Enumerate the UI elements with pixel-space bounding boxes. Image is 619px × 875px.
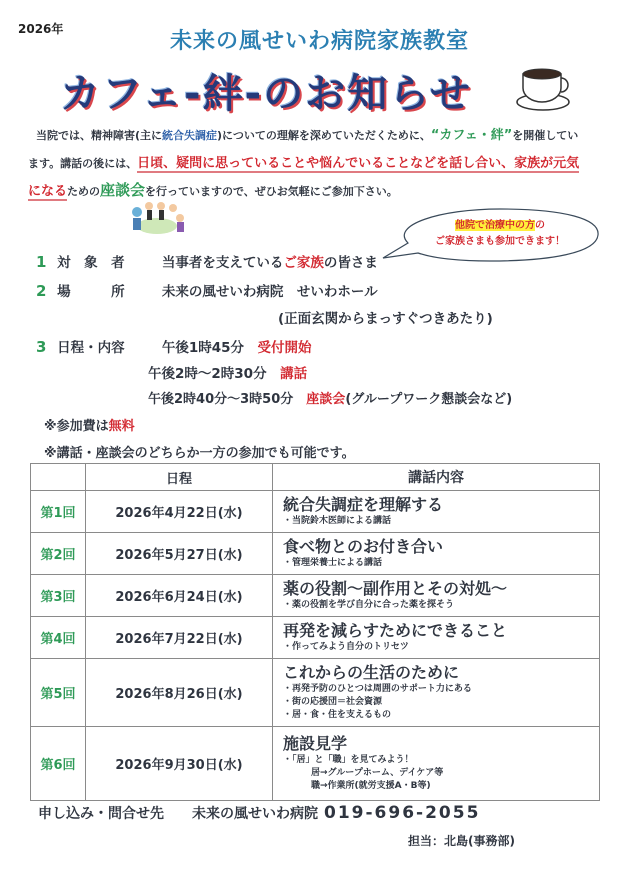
text: 未来の風せいわ病院 せいわホール (161, 284, 378, 300)
event: 受付開始 (257, 340, 312, 356)
text: になる (28, 184, 68, 199)
schedule-line (148, 362, 307, 382)
item-schedule (36, 336, 312, 356)
session-number: 第6回 (31, 727, 86, 801)
item-number: 3 (36, 338, 47, 356)
footer-contact (38, 803, 480, 823)
text: ※参加費は (44, 419, 109, 434)
item-place (36, 280, 378, 300)
session-content (273, 617, 600, 659)
item-label: 場 所 (57, 284, 125, 300)
session-number: 第3回 (31, 575, 86, 617)
session-date: 2026年9月30日(水) (86, 727, 273, 801)
row-detail: 居→グループホーム、デイケア等 (311, 768, 444, 778)
row-detail: ・居・食・住を支えるもの (283, 710, 392, 720)
text: 日頃、疑問に思っていることや悩んでいることなどを話し合い、家族が元気 (137, 156, 580, 171)
session-number: 第2回 (31, 533, 86, 575)
session-date: 2026年5月27日(水) (86, 533, 273, 575)
session-title: 薬の役割～副作用とその対処～ (283, 579, 508, 598)
row-detail: 職→作業所(就労支援A・B等) (311, 781, 431, 791)
table-row (31, 659, 600, 727)
header-cell: 講話内容 (273, 464, 600, 491)
row-detail: ・管理栄養士による講話 (283, 558, 383, 568)
item-target (36, 251, 378, 271)
session-title: 食べ物とのお付き合い (283, 537, 444, 556)
table-row (31, 575, 600, 617)
session-title: 統合失調症を理解する (283, 495, 444, 514)
text: ご家族 (283, 255, 324, 271)
text: ご家族さまも参加できます！ (435, 236, 565, 247)
row-detail: ・「居」と「職」を見てみよう！ (283, 755, 414, 765)
bubble-text (405, 218, 595, 250)
table-row (31, 491, 600, 533)
text: 未来の風せいわ病院 (192, 806, 318, 822)
text: の (535, 220, 545, 231)
page-title: カフェ-絆-のお知らせ (60, 71, 473, 117)
item-label: 対 象 者 (57, 255, 125, 271)
text: 統合失調症 (162, 129, 218, 142)
event: 座談会 (306, 392, 346, 407)
session-content (273, 575, 600, 617)
text: 他院で治療中の方 (455, 220, 535, 231)
fee-note (44, 415, 135, 434)
header-cell: 日程 (86, 464, 273, 491)
session-number: 第1回 (31, 491, 86, 533)
table-header (31, 464, 600, 491)
session-date: 2026年4月22日(水) (86, 491, 273, 533)
year-label: 2026年 (18, 22, 64, 36)
text: 申し込み・問合せ先 (38, 806, 164, 822)
session-number: 第5回 (31, 659, 86, 727)
session-content (273, 533, 600, 575)
time: 午後2時～2時30分 (148, 366, 267, 382)
header-cell (31, 464, 86, 491)
cafe-name: “カフェ・絆” (430, 128, 513, 143)
text: ための (67, 185, 101, 198)
schedule-line (148, 388, 512, 407)
session-date: 2026年6月24日(水) (86, 575, 273, 617)
session-content (273, 491, 600, 533)
session-date: 2026年8月26日(水) (86, 659, 273, 727)
text: 当院では、精神障害(主に (36, 129, 163, 142)
time: 午後2時40分～3時50分 (148, 392, 294, 407)
text: を行っていますので、ぜひお気軽にご参加下さい。 (145, 185, 398, 198)
session-content (273, 659, 600, 727)
row-detail: ・再発予防のひとつは周囲のサポート力にある (283, 684, 472, 694)
intro-line-3 (28, 179, 398, 200)
phone-number: 019-696-2055 (324, 803, 481, 823)
session-date: 2026年7月22日(水) (86, 617, 273, 659)
contact-person: 担当：北島(事務部) (408, 834, 515, 848)
intro-line-1 (36, 124, 578, 143)
item-number: 1 (36, 253, 47, 271)
session-content (273, 727, 600, 801)
text: ます。講話の後には、 (28, 157, 138, 170)
text: (グループワーク懇談会など) (345, 392, 513, 407)
text: 無料 (108, 419, 135, 434)
text: を開催してい (512, 129, 579, 142)
row-detail: ・作ってみよう自分のトリセツ (283, 642, 409, 652)
table-row (31, 727, 600, 801)
item-number: 2 (36, 282, 47, 300)
session-number: 第4回 (31, 617, 86, 659)
schedule-table (30, 463, 600, 801)
session-title: これからの生活のために (283, 663, 460, 682)
text: の皆さま (323, 255, 378, 271)
event: 講話 (280, 366, 308, 382)
coffee-cup-icon (515, 64, 575, 112)
family-group-illustration (125, 198, 190, 238)
table-row (31, 617, 600, 659)
subtitle: 未来の風せいわ病院家族教室 (169, 29, 469, 54)
row-detail: ・当院鈴木医師による講話 (283, 516, 392, 526)
session-title: 施設見学 (283, 734, 348, 753)
text: 当事者を支えている (161, 255, 284, 271)
table-row (31, 533, 600, 575)
row-detail: ・街の応援団＝社会資源 (283, 697, 383, 707)
time: 午後1時45分 (161, 340, 245, 356)
text: )についての理解を深めていただくために、 (217, 129, 431, 142)
session-title: 再発を減らすためにできること (283, 621, 508, 640)
either-note: ※講話・座談会のどちらか一方の参加でも可能です。 (44, 446, 355, 461)
text: 座談会 (100, 181, 146, 199)
row-detail: ・薬の役割を学び自分に合った薬を探そう (283, 600, 455, 610)
intro-line-2 (28, 152, 579, 171)
place-note: (正面玄関からまっすぐつきあたり) (278, 311, 493, 327)
item-label: 日程・内容 (57, 340, 125, 356)
